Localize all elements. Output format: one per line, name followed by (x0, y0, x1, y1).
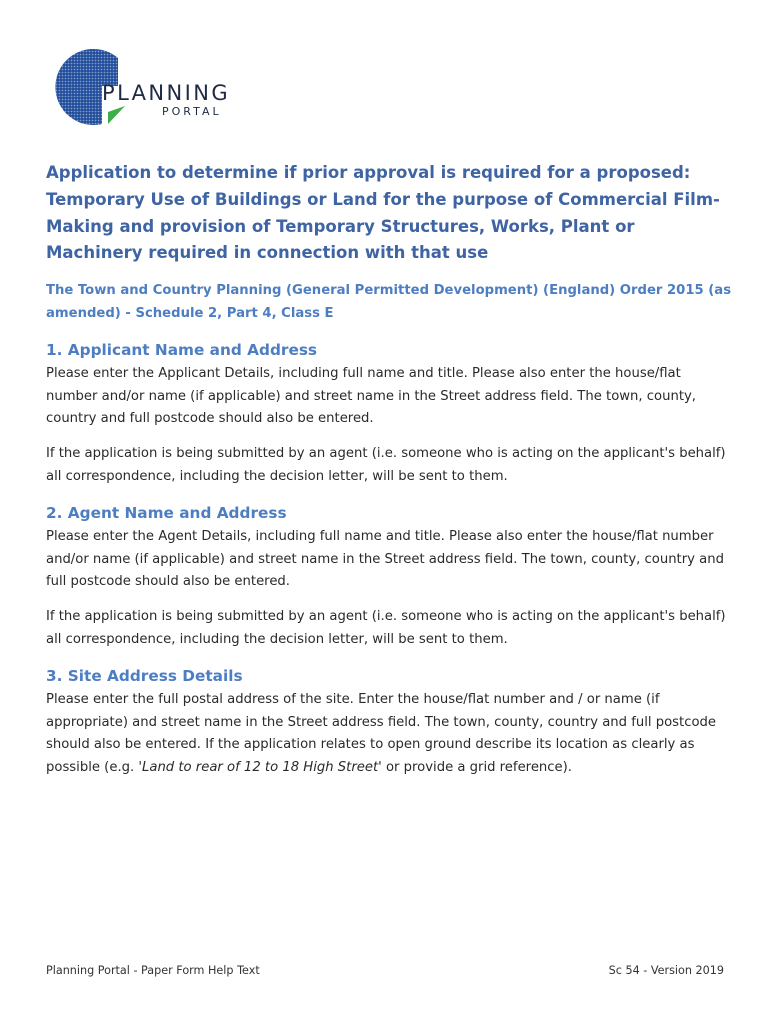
paragraph-text: Please enter the full postal address of the site. Enter the house/flat number and / or name (if appropriate) and street name in the Street address field. The town, county, country and full postcode should also be entered. If the application relates to open ground describe its location as clearly as possible (e.g. ' (46, 692, 716, 776)
section-paragraph: If the application is being submitted by an agent (i.e. someone who is acting on the applicant's behalf) all correspondence, including the decision letter, will be sent to them. (46, 609, 726, 647)
section-paragraph: Please enter the Applicant Details, including full name and title. Please also enter the house/flat number and/or name (if applicable) and street name in the Street address field. The town, county, country and full postcode should also be entered. (46, 366, 696, 427)
section-agent (46, 502, 736, 664)
logo-text-portal: PORTAL (162, 105, 222, 118)
section-heading: 1. Applicant Name and Address (46, 341, 318, 359)
footer-version: Sc 54 - Version 2019 (608, 964, 724, 977)
example-address-italic: Land to rear of 12 to 18 High Street (142, 760, 379, 776)
planning-portal-logo (46, 44, 256, 129)
section-heading: 2. Agent Name and Address (46, 504, 287, 522)
footer-form-name: Planning Portal - Paper Form Help Text (46, 964, 260, 977)
section-applicant (46, 339, 736, 501)
logo-text-planning: PLANNING (102, 81, 231, 105)
paragraph-text: ' or provide a grid reference). (378, 760, 572, 776)
section-paragraph: If the application is being submitted by an agent (i.e. someone who is acting on the applicant's behalf) all correspondence, including the decision letter, will be sent to them. (46, 446, 726, 484)
legislation-subtitle: The Town and Country Planning (General Permitted Development) (England) Order 2015 (as amended) - Schedule 2, Part 4, Class E (46, 283, 732, 321)
section-heading: 3. Site Address Details (46, 667, 243, 685)
section-paragraph (46, 689, 736, 780)
section-site-address (46, 665, 736, 792)
document-title: Application to determine if prior approval is required for a proposed: Temporary Use of Buildings or Land for the purpose of Commercial Film-Making and provision of Temporary Structures, Works, Plant or Machinery required in connection with that use (46, 163, 720, 263)
section-paragraph: Please enter the Agent Details, including full name and title. Please also enter the house/flat number and/or name (if applicable) and street name in the Street address field. The town, county, country and full postcode should also be entered. (46, 529, 724, 590)
